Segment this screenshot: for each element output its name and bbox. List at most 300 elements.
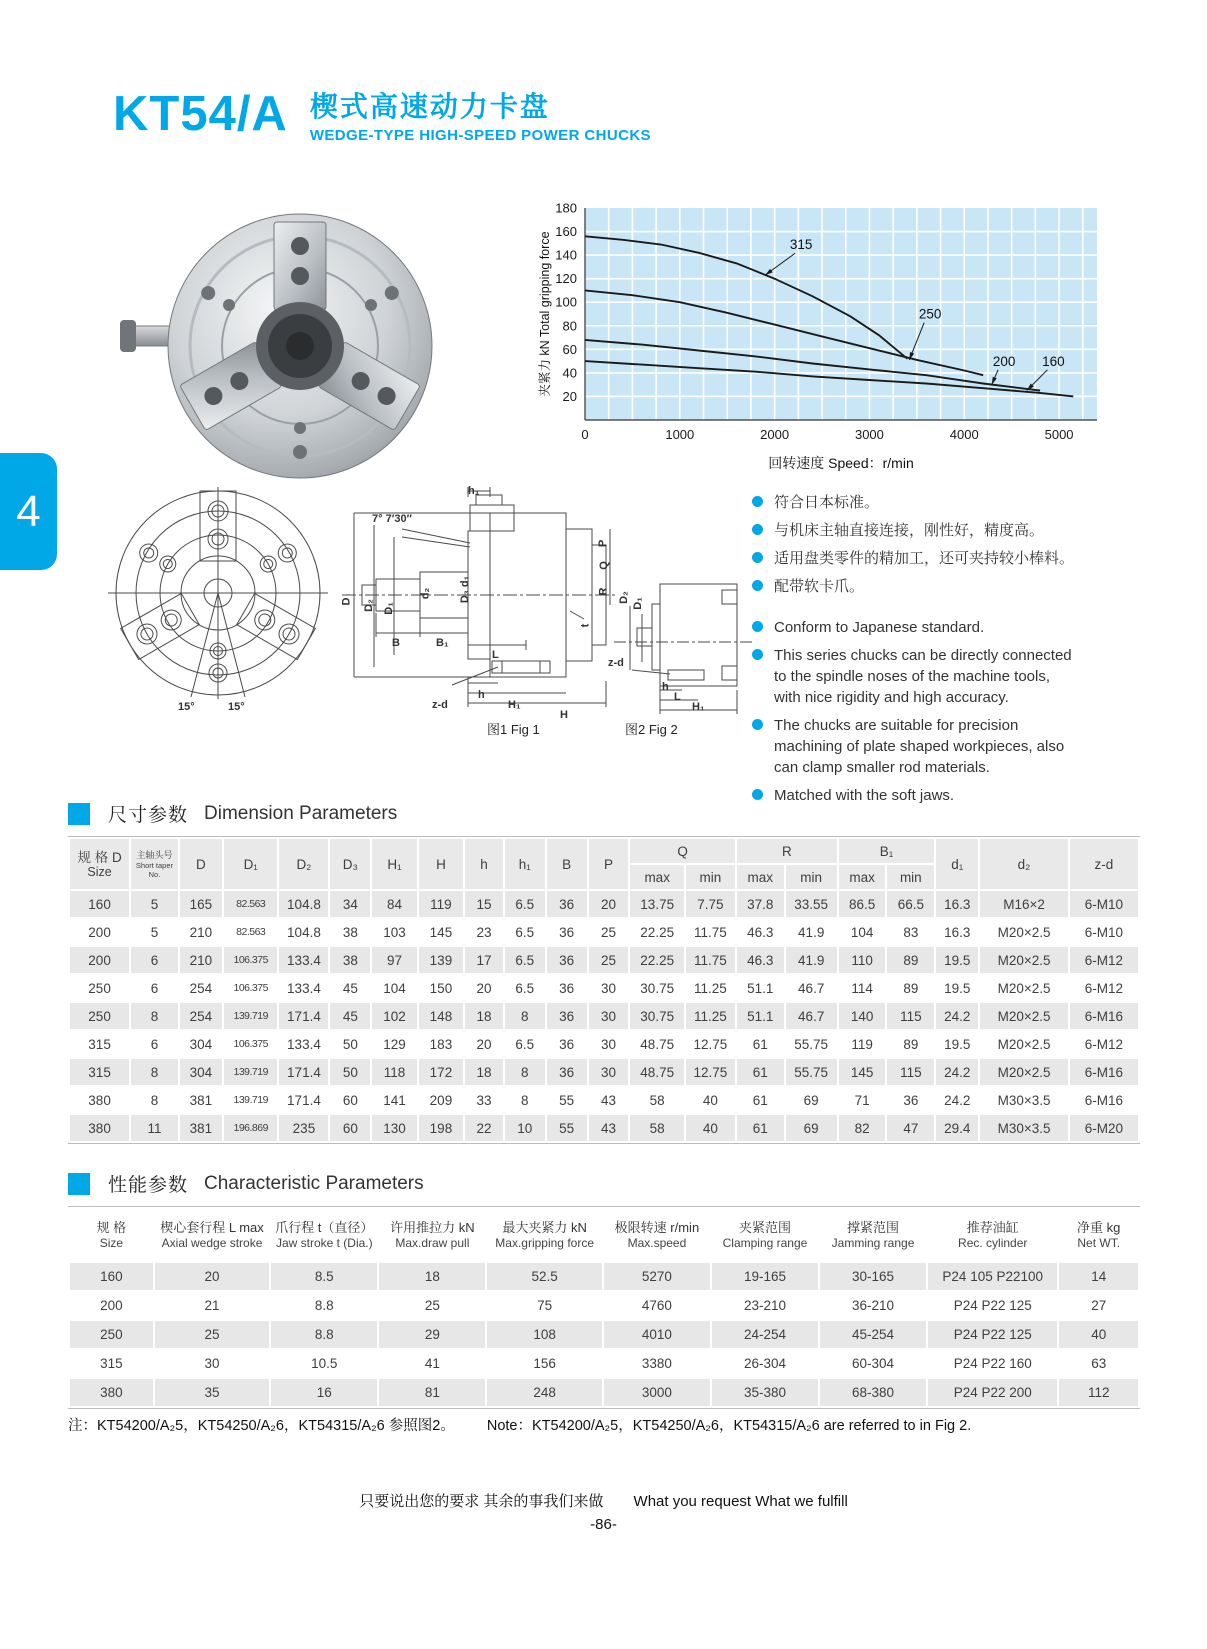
table-cell: 55 [546, 1086, 588, 1114]
dim-label-zd-fig2: z-d [608, 657, 624, 669]
table-cell: 69 [785, 1086, 838, 1114]
table-cell: 139.719 [223, 1086, 278, 1114]
feature-text: 适用盘类零件的精加工，还可夹持较小棒料。 [774, 550, 1075, 567]
table-cell: 35-380 [711, 1378, 819, 1407]
bullet-icon [752, 524, 763, 535]
table-cell: 35 [154, 1378, 271, 1407]
table-cell: 15 [464, 890, 504, 918]
table-cell: 48.75 [629, 1058, 684, 1086]
features-zh-list [752, 492, 1182, 597]
table-cell: 50 [329, 1030, 371, 1058]
svg-text:315: 315 [789, 237, 813, 253]
col-header-D1: D₁ [223, 838, 278, 890]
table-row [69, 918, 1139, 946]
table-cell: 61 [736, 1058, 785, 1086]
table-cell: 304 [179, 1058, 223, 1086]
table-cell: 86.5 [838, 890, 887, 918]
bullet-icon [752, 580, 763, 591]
table-cell: 141 [371, 1086, 417, 1114]
feature-text: 符合日本标准。 [774, 494, 880, 511]
table-row [69, 1320, 1139, 1349]
table-cell: 43 [588, 1086, 630, 1114]
table-cell: 46.3 [736, 946, 785, 974]
table-cell: 60 [329, 1114, 371, 1142]
section-marker-icon [68, 1173, 90, 1195]
table-cell: 20 [464, 1030, 504, 1058]
table-row [69, 1291, 1139, 1320]
table-cell: 119 [838, 1030, 887, 1058]
table-cell: 5 [130, 918, 179, 946]
dim-label-D1-fig2: D₁ [631, 597, 644, 610]
table-cell: 55.75 [785, 1030, 838, 1058]
table-cell: 45 [329, 974, 371, 1002]
feature-item [752, 492, 1182, 513]
col-max-speed: 极限转速 r/min Max.speed [603, 1208, 711, 1262]
table-cell: 33.55 [785, 890, 838, 918]
dim-label-L-fig2: L [674, 691, 681, 703]
svg-text:4000: 4000 [949, 427, 979, 442]
table-cell: 30.75 [629, 1002, 684, 1030]
table-cell: 16.3 [935, 890, 979, 918]
col-wedge-stroke: 楔心套行程 L max Axial wedge stroke [154, 1208, 271, 1262]
table-cell: 5 [130, 890, 179, 918]
table-cell: 133.4 [278, 946, 329, 974]
characteristic-title-en: Characteristic Parameters [204, 1172, 424, 1194]
table-cell: 130 [371, 1114, 417, 1142]
footer-slogan [0, 1490, 1207, 1511]
table-cell: 200 [69, 918, 130, 946]
table-cell: 6-M12 [1069, 1030, 1139, 1058]
table-row [69, 1058, 1139, 1086]
table-cell: 46.3 [736, 918, 785, 946]
table-row [69, 890, 1139, 918]
table-cell: 200 [69, 946, 130, 974]
table-cell: 19.5 [935, 946, 979, 974]
dim-label-Q: Q [597, 561, 610, 570]
table-cell: 139 [418, 946, 464, 974]
feature-item [752, 576, 1182, 597]
note-zh: 注：KT54200/A₂5，KT54250/A₂6，KT54315/A₂6 参照图2。 [68, 1418, 455, 1434]
table-cell: 30 [588, 1002, 630, 1030]
col-header-P: P [588, 838, 630, 890]
table-cell: 66.5 [886, 890, 935, 918]
table-cell: 8 [504, 1086, 546, 1114]
chuck-front-view-drawing [100, 485, 340, 713]
table-cell: 20 [154, 1262, 271, 1291]
dim-label-B1: B₁ [436, 637, 449, 649]
col-header-d1: d₁ [935, 838, 979, 890]
gripping-force-chart [535, 192, 1120, 492]
table-cell: 250 [69, 1320, 154, 1349]
table-cell: 25 [588, 918, 630, 946]
col-header-r-min: min [785, 864, 838, 890]
table-cell: 18 [378, 1262, 486, 1291]
table-cell: 133.4 [278, 1030, 329, 1058]
feature-text: Conform to Japanese standard. [774, 619, 985, 636]
table-cell: 18 [464, 1002, 504, 1030]
table-row [69, 1002, 1139, 1030]
col-header-d2: d₂ [979, 838, 1068, 890]
col-header-H1: H₁ [371, 838, 417, 890]
table-cell: 81 [378, 1378, 486, 1407]
table-cell: M20×2.5 [979, 1002, 1068, 1030]
feature-item [752, 617, 1182, 638]
chart-x-axis-label: 回转速度 Speed：r/min [768, 455, 914, 471]
table-cell: 8.8 [270, 1320, 378, 1349]
table-cell: 37.8 [736, 890, 785, 918]
table-cell: 30-165 [819, 1262, 927, 1291]
table-cell: 33 [464, 1086, 504, 1114]
svg-text:250: 250 [918, 306, 942, 322]
table-row [69, 1030, 1139, 1058]
table-cell: 30.75 [629, 974, 684, 1002]
svg-text:5000: 5000 [1044, 427, 1074, 442]
table-cell: 51.1 [736, 1002, 785, 1030]
col-header-q-min: min [685, 864, 736, 890]
product-title-zh: 楔式高速动力卡盘 [309, 91, 550, 122]
dim-label-H1: H₁ [508, 699, 521, 711]
table-cell: 19.5 [935, 974, 979, 1002]
dim-label-15-left: 15° [178, 701, 195, 713]
slogan-en: What you request What we fulfill [633, 1493, 848, 1510]
dim-label-t: t [579, 623, 592, 628]
table-cell: 60 [329, 1086, 371, 1114]
table-cell: 250 [69, 974, 130, 1002]
table-cell: 61 [736, 1114, 785, 1142]
characteristic-header-row [69, 1208, 1139, 1262]
col-header-D2: D₂ [278, 838, 329, 890]
table-cell: 50 [329, 1058, 371, 1086]
table-cell: 133.4 [278, 974, 329, 1002]
bullet-icon [752, 649, 763, 660]
table-cell: 55.75 [785, 1058, 838, 1086]
table-cell: 6-M16 [1069, 1086, 1139, 1114]
table-cell: 108 [486, 1320, 603, 1349]
table-cell: 6.5 [504, 1030, 546, 1058]
table-cell: 6-M16 [1069, 1002, 1139, 1030]
product-model: KT54/A [113, 87, 288, 141]
table-cell: 22.25 [629, 946, 684, 974]
col-draw-pull: 许用推拉力 kN Max.draw pull [378, 1208, 486, 1262]
table-cell: 68-380 [819, 1378, 927, 1407]
col-header-size: 规 格 D Size [69, 838, 130, 890]
table-row [69, 974, 1139, 1002]
table-cell: 55 [546, 1114, 588, 1142]
table-cell: 36-210 [819, 1291, 927, 1320]
chart-y-axis-label: 夹紧力 kN Total gripping force [538, 231, 552, 397]
table-cell: 8.8 [270, 1291, 378, 1320]
dim-label-15-right: 15° [228, 701, 245, 713]
table-cell: 315 [69, 1058, 130, 1086]
table-cell: M20×2.5 [979, 974, 1068, 1002]
table-cell: 183 [418, 1030, 464, 1058]
table-cell: 61 [736, 1086, 785, 1114]
bullet-icon [752, 496, 763, 507]
table-cell: 36 [546, 1058, 588, 1086]
table-cell: 36 [886, 1086, 935, 1114]
dimension-section-header [68, 800, 397, 827]
table-cell: 8 [130, 1002, 179, 1030]
table-cell: 61 [736, 1030, 785, 1058]
col-header-h: h [464, 838, 504, 890]
table-cell: 58 [629, 1086, 684, 1114]
table-cell: 118 [371, 1058, 417, 1086]
svg-text:100: 100 [555, 294, 577, 310]
table-cell: 104.8 [278, 918, 329, 946]
table-cell: 6-M16 [1069, 1058, 1139, 1086]
col-header-zd: z-d [1069, 838, 1139, 890]
table-cell: 11.25 [685, 974, 736, 1002]
table-cell: P24 P22 125 [927, 1291, 1058, 1320]
table-cell: 46.7 [785, 1002, 838, 1030]
col-size: 规 格 Size [69, 1208, 154, 1262]
table-cell: 5270 [603, 1262, 711, 1291]
table-cell: 45 [329, 1002, 371, 1030]
table-cell: 6-M10 [1069, 890, 1139, 918]
table-cell: 26-304 [711, 1349, 819, 1378]
table-cell: 250 [69, 1002, 130, 1030]
table-cell: 52.5 [486, 1262, 603, 1291]
col-header-taper: 主轴头号 Short taper No. [130, 838, 179, 890]
characteristic-table-wrap [68, 1206, 1140, 1409]
table-cell: 82.563 [223, 918, 278, 946]
table-cell: 23-210 [711, 1291, 819, 1320]
svg-text:160: 160 [555, 224, 577, 240]
table-cell: 30 [588, 974, 630, 1002]
svg-text:200: 200 [992, 353, 1016, 369]
table-cell: 41.9 [785, 946, 838, 974]
dimension-title-en: Dimension Parameters [204, 802, 398, 824]
bullet-icon [752, 719, 763, 730]
feature-text: 配带软卡爪。 [774, 578, 865, 595]
table-cell: 115 [886, 1058, 935, 1086]
col-rec-cylinder: 推荐油缸 Rec. cylinder [927, 1208, 1058, 1262]
characteristic-table [68, 1207, 1140, 1408]
table-cell: 89 [886, 1030, 935, 1058]
svg-text:60: 60 [562, 341, 577, 357]
bullet-icon [752, 621, 763, 632]
table-cell: 30 [588, 1030, 630, 1058]
table-cell: 6.5 [504, 918, 546, 946]
table-cell: 22.25 [629, 918, 684, 946]
col-header-r-max: max [736, 864, 785, 890]
col-header-R: R [736, 838, 838, 864]
table-cell: 165 [179, 890, 223, 918]
col-header-b1-min: min [886, 864, 935, 890]
table-cell: 106.375 [223, 1030, 278, 1058]
dimension-table [68, 837, 1140, 1143]
table-cell: 11.75 [685, 918, 736, 946]
table-cell: 381 [179, 1114, 223, 1142]
table-cell: 13.75 [629, 890, 684, 918]
dimension-table-wrap [68, 836, 1140, 1144]
table-cell: 8 [504, 1058, 546, 1086]
table-cell: 145 [838, 1058, 887, 1086]
col-gripping-force: 最大夹紧力 kN Max.gripping force [486, 1208, 603, 1262]
feature-text: This series chucks can be directly connected to the spindle noses of the machine tools, with nice rigidity and high accuracy. [774, 647, 1072, 706]
table-cell: 10.5 [270, 1349, 378, 1378]
table-cell: 8 [504, 1002, 546, 1030]
dimension-table-body [69, 890, 1139, 1142]
table-cell: 27 [1058, 1291, 1139, 1320]
table-cell: 8 [130, 1058, 179, 1086]
table-cell: P24 P22 125 [927, 1320, 1058, 1349]
table-cell: 51.1 [736, 974, 785, 1002]
table-cell: 36 [546, 1002, 588, 1030]
table-cell: 198 [418, 1114, 464, 1142]
dim-label-D2: D₂ [362, 599, 375, 612]
table-cell: 29.4 [935, 1114, 979, 1142]
table-cell: 4760 [603, 1291, 711, 1320]
dim-label-h: h [478, 689, 485, 701]
table-cell: 103 [371, 918, 417, 946]
table-cell: M30×3.5 [979, 1114, 1068, 1142]
dim-label-H1-fig2: H₁ [692, 701, 705, 713]
table-cell: 171.4 [278, 1086, 329, 1114]
table-cell: 6.5 [504, 974, 546, 1002]
table-cell: 171.4 [278, 1058, 329, 1086]
table-cell: 209 [418, 1086, 464, 1114]
table-cell: 3380 [603, 1349, 711, 1378]
table-cell: 75 [486, 1291, 603, 1320]
svg-text:80: 80 [562, 318, 577, 334]
svg-text:160: 160 [1042, 353, 1065, 369]
table-cell: 29 [378, 1320, 486, 1349]
table-cell: 380 [69, 1114, 130, 1142]
table-cell: 248 [486, 1378, 603, 1407]
table-cell: 6-M10 [1069, 918, 1139, 946]
col-header-b1-max: max [838, 864, 887, 890]
table-cell: 40 [685, 1114, 736, 1142]
table-cell: 24.2 [935, 1086, 979, 1114]
table-cell: 3000 [603, 1378, 711, 1407]
dim-label-R: R [597, 587, 610, 596]
table-row [69, 1262, 1139, 1291]
table-cell: 104.8 [278, 890, 329, 918]
chapter-tab[interactable] [0, 453, 57, 570]
table-cell: 6.5 [504, 946, 546, 974]
svg-text:20: 20 [562, 388, 577, 404]
table-row [69, 1349, 1139, 1378]
svg-text:120: 120 [555, 271, 577, 287]
table-cell: P24 105 P22100 [927, 1262, 1058, 1291]
table-cell: 38 [329, 946, 371, 974]
table-cell: 11 [130, 1114, 179, 1142]
table-cell: 41 [378, 1349, 486, 1378]
section-marker-icon [68, 803, 90, 825]
table-cell: 18 [464, 1058, 504, 1086]
table-cell: 380 [69, 1378, 154, 1407]
table-cell: 12.75 [685, 1058, 736, 1086]
table-cell: 104 [371, 974, 417, 1002]
feature-item [752, 520, 1182, 541]
table-cell: M20×2.5 [979, 946, 1068, 974]
col-header-H: H [418, 838, 464, 890]
table-cell: 19.5 [935, 1030, 979, 1058]
table-cell: 40 [1058, 1320, 1139, 1349]
feature-text: The chucks are suitable for precision machining of plate shaped workpieces, also can clamp smaller rod materials. [774, 717, 1065, 776]
table-cell: 36 [546, 946, 588, 974]
table-cell: 21 [154, 1291, 271, 1320]
table-cell: 97 [371, 946, 417, 974]
chuck-fig2-drawing [612, 570, 757, 718]
table-cell: 129 [371, 1030, 417, 1058]
svg-text:40: 40 [562, 365, 577, 381]
table-cell: 40 [685, 1086, 736, 1114]
table-cell: 6-M20 [1069, 1114, 1139, 1142]
table-cell: P24 P22 200 [927, 1378, 1058, 1407]
table-cell: 115 [886, 1002, 935, 1030]
col-header-D3: D₃ [329, 838, 371, 890]
table-cell: 23 [464, 918, 504, 946]
table-cell: 106.375 [223, 946, 278, 974]
table-cell: 196.869 [223, 1114, 278, 1142]
table-cell: 6 [130, 946, 179, 974]
svg-text:0: 0 [581, 427, 589, 442]
table-cell: 24-254 [711, 1320, 819, 1349]
fig2-caption: 图2 Fig 2 [625, 722, 678, 737]
table-cell: 6.5 [504, 890, 546, 918]
table-cell: M20×2.5 [979, 1058, 1068, 1086]
table-row [69, 946, 1139, 974]
characteristic-table-body [69, 1262, 1139, 1407]
table-cell: 22 [464, 1114, 504, 1142]
table-cell: P24 P22 160 [927, 1349, 1058, 1378]
feature-item [752, 548, 1182, 569]
svg-text:3000: 3000 [854, 427, 884, 442]
table-row [69, 1378, 1139, 1407]
dim-label-d2: d₂ [419, 587, 432, 600]
table-cell: 381 [179, 1086, 223, 1114]
col-header-B1: B₁ [838, 838, 935, 864]
table-cell: 140 [838, 1002, 887, 1030]
table-cell: 69 [785, 1114, 838, 1142]
table-cell: 25 [378, 1291, 486, 1320]
table-cell: 45-254 [819, 1320, 927, 1349]
characteristic-title-zh: 性能参数 [108, 1175, 189, 1196]
table-cell: 60-304 [819, 1349, 927, 1378]
table-cell: 160 [69, 1262, 154, 1291]
table-cell: 114 [838, 974, 887, 1002]
table-cell: 48.75 [629, 1030, 684, 1058]
col-jamming-range: 撑紧范围 Jamming range [819, 1208, 927, 1262]
feature-item [752, 645, 1182, 708]
table-cell: 254 [179, 1002, 223, 1030]
table-cell: 235 [278, 1114, 329, 1142]
table-cell: 30 [588, 1058, 630, 1086]
chart-svg [535, 192, 1120, 492]
note-en: Note：KT54200/A₂5，KT54250/A₂6，KT54315/A₂6 are referred to in Fig 2. [486, 1418, 972, 1434]
dim-label-D1: D₁ [382, 602, 395, 615]
table-cell: 6-M12 [1069, 946, 1139, 974]
table-cell: 148 [418, 1002, 464, 1030]
table-cell: 102 [371, 1002, 417, 1030]
dim-label-B: B [392, 637, 400, 649]
table-cell: 11.75 [685, 946, 736, 974]
chapter-number: 4 [16, 486, 41, 536]
table-cell: 315 [69, 1030, 130, 1058]
table-cell: 36 [546, 974, 588, 1002]
table-cell: 315 [69, 1349, 154, 1378]
table-cell: 119 [418, 890, 464, 918]
dim-label-angle: 7° 7′30″ [372, 513, 412, 525]
table-cell: 71 [838, 1086, 887, 1114]
col-clamping-range: 夹紧范围 Clamping range [711, 1208, 819, 1262]
chuck-photo-illustration [118, 198, 438, 490]
table-cell: 11.25 [685, 1002, 736, 1030]
table-cell: 110 [838, 946, 887, 974]
dim-label-P: P [597, 539, 610, 548]
